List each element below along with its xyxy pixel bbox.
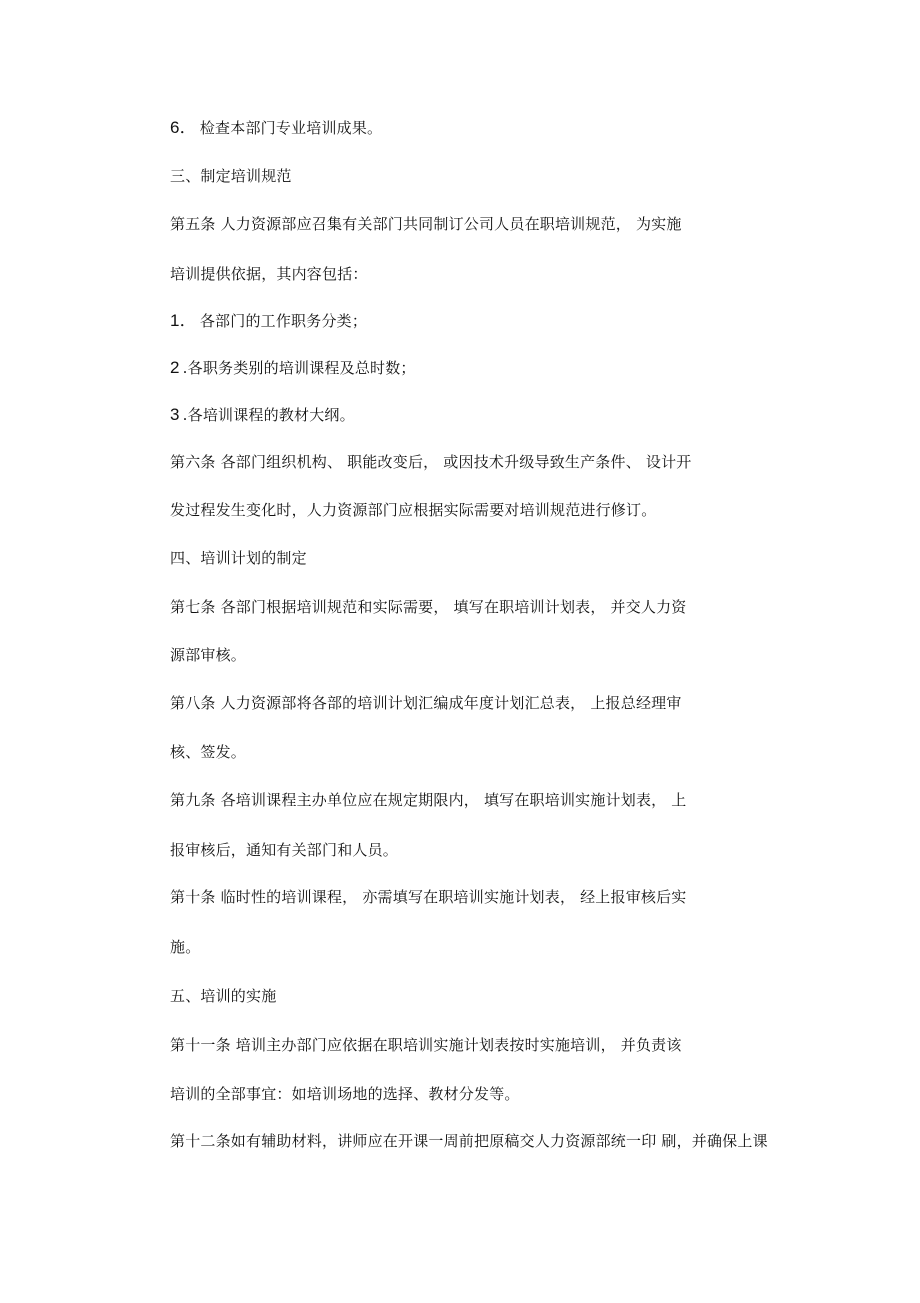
list-item <box>170 405 355 425</box>
paragraph-line: 第七条 各部门根据培训规范和实际需要， 填写在职培训计划表， 并交人力资 <box>170 598 687 616</box>
line-text: 检查本部门专业培训成果。 <box>199 119 383 137</box>
paragraph-line: 第六条 各部门组织机构、 职能改变后， 或因技术升级导致生产条件、 设计开 <box>170 453 692 471</box>
paragraph-line: 第五条 人力资源部应召集有关部门共同制订公司人员在职培训规范， 为实施 <box>170 215 682 233</box>
list-item <box>170 118 382 138</box>
paragraph-line: 培训的全部事宜：如培训场地的选择、教材分发等。 <box>170 1085 520 1103</box>
paragraph-line: 第十条 临时性的培训课程， 亦需填写在职培训实施计划表， 经上报审核后实 <box>170 888 687 906</box>
line-text: .各职务类别的培训课程及总时数； <box>182 359 416 377</box>
paragraph-line: 源部审核。 <box>170 646 247 664</box>
line-text: 各部门的工作职务分类； <box>199 312 368 330</box>
paragraph-line: 核、签发。 <box>170 743 247 761</box>
paragraph-line: 第八条 人力资源部将各部的培训计划汇编成年度计划汇总表， 上报总经理审 <box>170 694 682 712</box>
section-heading: 四、培训计划的制定 <box>170 549 307 567</box>
paragraph-line: 第十一条 培训主办部门应依据在职培训实施计划表按时实施培训， 并负责该 <box>170 1036 682 1054</box>
list-number: 2 <box>170 358 180 377</box>
paragraph-line: 第九条 各培训课程主办单位应在规定期限内， 填写在职培训实施计划表， 上 <box>170 791 687 809</box>
paragraph-line: 发过程发生变化时，人力资源部门应根据实际需要对培训规范进行修订。 <box>170 501 657 519</box>
list-number: 3 <box>170 405 180 424</box>
paragraph-line: 第十二条如有辅助材料，讲师应在开课一周前把原稿交人力资源部统一印 刷，并确保上课 <box>170 1132 768 1150</box>
section-heading: 五、培训的实施 <box>170 987 277 1005</box>
list-number: 6． <box>170 118 197 137</box>
list-item <box>170 311 367 331</box>
paragraph-line: 报审核后，通知有关部门和人员。 <box>170 841 399 859</box>
paragraph-line: 培训提供依据，其内容包括： <box>170 265 368 283</box>
paragraph-line: 施。 <box>170 938 201 956</box>
list-number: 1． <box>170 311 197 330</box>
list-item <box>170 358 416 378</box>
line-text: .各培训课程的教材大纲。 <box>182 406 355 424</box>
section-heading: 三、制定培训规范 <box>170 167 292 185</box>
